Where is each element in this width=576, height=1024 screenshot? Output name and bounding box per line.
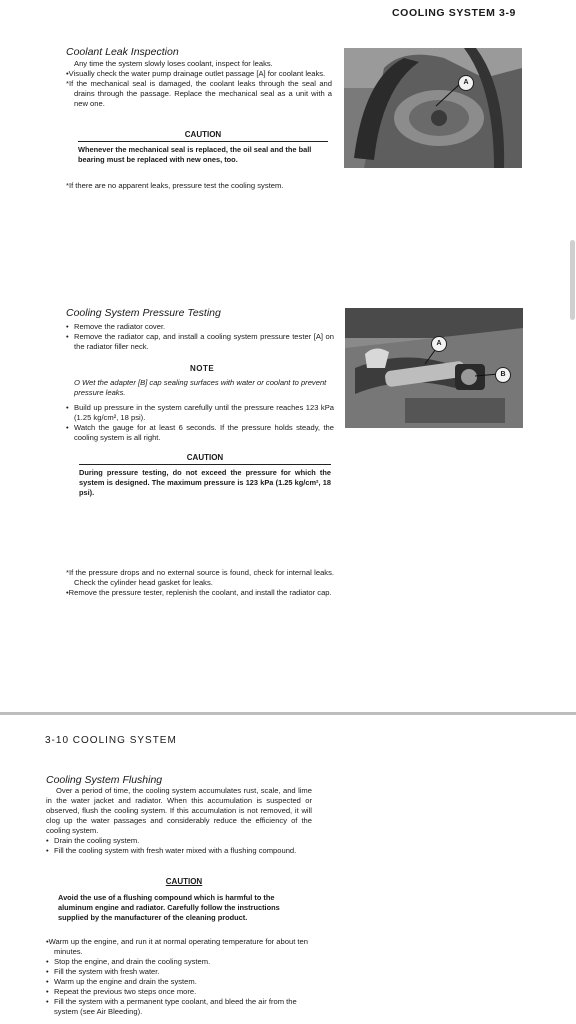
manual-page-3-10 [0, 715, 576, 1024]
caution-text: During pressure testing, do not exceed the pressure for which the system is designed. The maximum pressure is 123 kPa (1.25 kg/cm², 18 psi). [79, 468, 331, 497]
leak-line-intro: Any time the system slowly loses coolant, inspect for leaks. [74, 59, 273, 68]
scrollbar-thumb[interactable] [570, 240, 575, 320]
flushing-step: • Drain the cooling system. [46, 836, 140, 845]
section-title-pressure-testing: Cooling System Pressure Testing [66, 307, 221, 319]
caution-heading: CAUTION [165, 877, 203, 886]
pressure-step: • Build up pressure in the system carefully until the pressure reaches 123 kPa (1.25 kg/cm², 18 psi). [66, 403, 334, 422]
pressure-after-line: •Remove the pressure tester, replenish the coolant, and install the radiator cap. [66, 588, 332, 597]
pressure-step: • Remove the radiator cover. [66, 322, 166, 331]
note-text: O Wet the adapter [B] cap sealing surfaces with water or coolant to prevent pressure leaks. [74, 378, 327, 397]
leak-after-caution: *If there are no apparent leaks, pressure test the cooling system. [66, 181, 284, 190]
water-pump-photo [344, 48, 522, 168]
caution-text: Avoid the use of a flushing compound which is harmful to the aluminum engine and radiator. Carefully follow the instructions supplied by the manufacturer of the cleaning product. [58, 893, 280, 922]
pressure-steps-2 [66, 403, 334, 443]
pressure-after-caution [66, 568, 334, 598]
callout-a: A [458, 75, 474, 91]
pressure-steps [66, 322, 334, 352]
flushing-step: • Warm up the engine and drain the system. [46, 977, 197, 986]
leak-line-seal: *If the mechanical seal is damaged, the coolant leaks through the seal and drains through the passage. Replace the mechanical seal as a unit with a new one. [66, 79, 332, 108]
pressure-step: • Watch the gauge for at least 6 seconds. If the pressure holds steady, the cooling system is all right. [66, 423, 334, 442]
flushing-step: •Warm up the engine, and run it at normal operating temperature for about ten minutes. [46, 937, 308, 956]
pressure-tester-photo [345, 308, 523, 428]
caution-box-flushing [58, 877, 310, 923]
flushing-intro [46, 786, 312, 856]
flushing-step: • Fill the cooling system with fresh water mixed with a flushing compound. [46, 846, 297, 855]
caution-heading: CAUTION [79, 453, 331, 465]
caution-box-pressure [79, 453, 331, 498]
leak-line-check: •Visually check the water pump drainage outlet passage [A] for coolant leaks. [66, 69, 326, 78]
section-title-leak-inspection: Coolant Leak Inspection [66, 46, 179, 58]
section-title-flushing: Cooling System Flushing [46, 774, 163, 786]
callout-a: A [431, 336, 447, 352]
note-heading: NOTE [190, 364, 215, 373]
running-head: COOLING SYSTEM 3-9 [392, 7, 516, 19]
leak-inspection-text [66, 59, 332, 109]
caution-text: Whenever the mechanical seal is replaced, the oil seal and the ball bearing must be replaced with new ones, too. [78, 145, 312, 164]
callout-b: B [495, 367, 511, 383]
flushing-step: • Fill the system with fresh water. [46, 967, 160, 976]
flushing-step: • Fill the system with a permanent type coolant, and bleed the air from the system (see Air Bleeding). [46, 997, 297, 1016]
caution-heading: CAUTION [78, 130, 328, 142]
running-head: 3-10 COOLING SYSTEM [45, 735, 177, 746]
flushing-steps-2 [46, 937, 314, 1017]
flushing-step: • Repeat the previous two steps once more. [46, 987, 197, 996]
pressure-after-line: *If the pressure drops and no external source is found, check for internal leaks. Check the cylinder head gasket for leaks. [66, 568, 334, 587]
pressure-step: • Remove the radiator cap, and install a cooling system pressure tester [A] on the radiator filler neck. [66, 332, 334, 351]
flushing-intro-text: Over a period of time, the cooling system accumulates rust, scale, and lime in the water jacket and radiator. When this accumulation is suspected or observed, flush the cooling system. If this accumulation is not removed, it will clog up the water passages and considerably reduce the efficiency of the cooling system. [46, 786, 312, 835]
flushing-step: • Stop the engine, and drain the cooling system. [46, 957, 211, 966]
caution-box-seal [78, 130, 328, 165]
